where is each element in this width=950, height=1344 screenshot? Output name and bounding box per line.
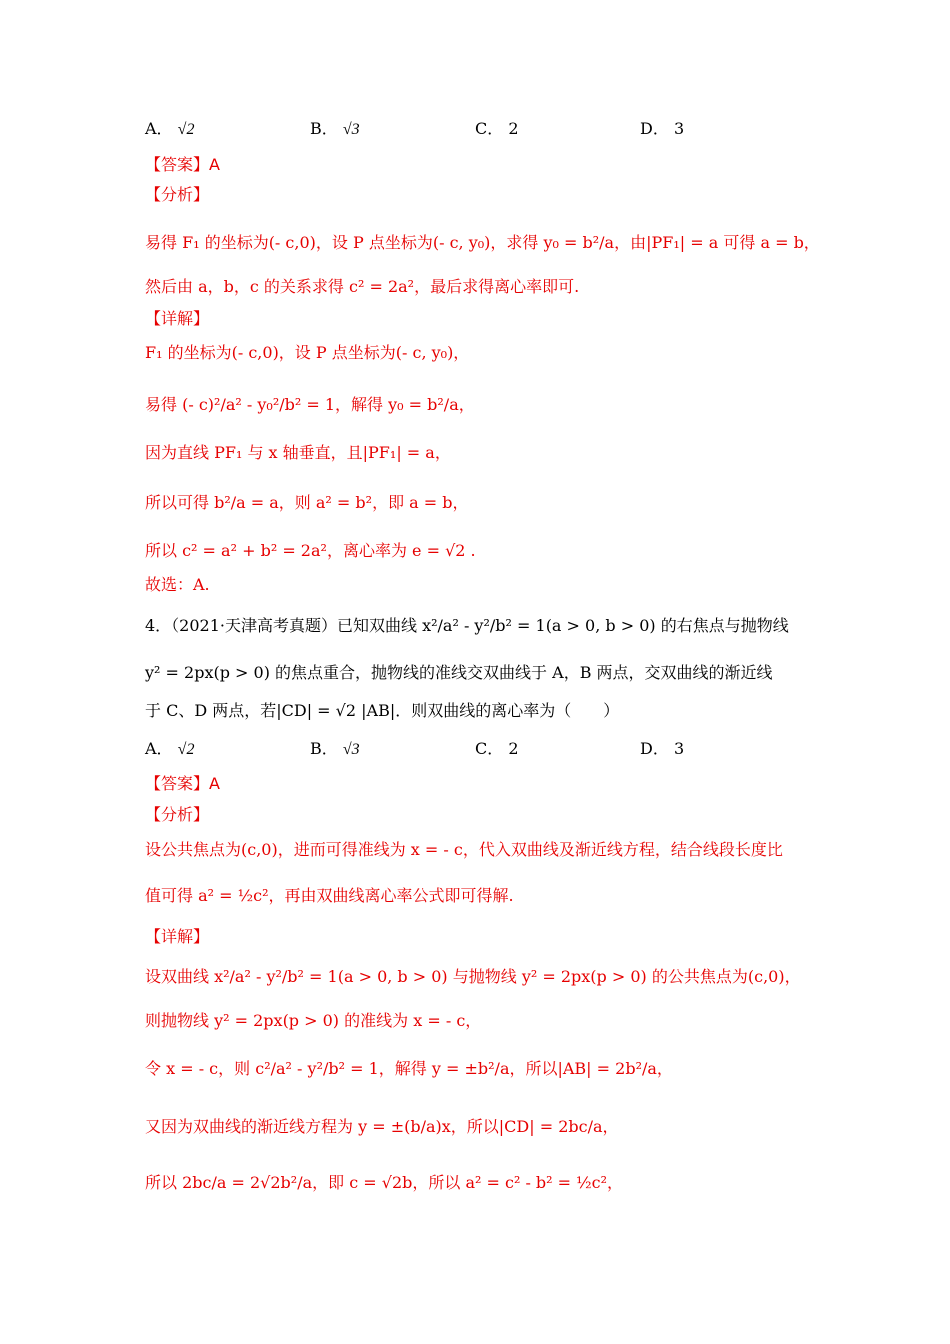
q3-analysis-line2: 然后由 a，b，c 的关系求得 c² = 2a²，最后求得离心率即可.: [145, 277, 580, 296]
q4-analysis-line1: 设公共焦点为(c,0)，进而可得准线为 x = - c，代入双曲线及渐近线方程，结合线段长度比: [145, 840, 783, 859]
q4-option-d: D． 3: [640, 739, 685, 758]
q4-option-b: B． √3: [310, 739, 360, 758]
q3-detail-line: 所以可得 b²/a = a，则 a² = b²，即 a = b，: [145, 493, 469, 512]
q3-detail-line: 所以 c² = a² + b² = 2a²，离心率为 e = √2 .: [145, 541, 476, 560]
q4-stem-line3: 于 C、D 两点，若|CD| = √2 |AB|．则双曲线的离心率为（ ）: [145, 701, 620, 720]
q4-detail-line: 则抛物线 y² = 2px(p > 0) 的准线为 x = - c，: [145, 1011, 482, 1030]
q4-option-a: A． √2: [145, 739, 195, 758]
q4-option-c: C． 2: [475, 739, 519, 758]
q4-analysis-line2: 值可得 a² = ½c²，再由双曲线离心率公式即可得解.: [145, 886, 514, 905]
q4-stem-line1: 4．（2021·天津高考真题）已知双曲线 x²/a² - y²/b² = 1(a > 0, b > 0) 的右焦点与抛物线: [145, 616, 789, 635]
q3-detail-line: 因为直线 PF₁ 与 x 轴垂直，且|PF₁| = a，: [145, 443, 451, 462]
q3-detail-title: 【详解】: [145, 309, 210, 328]
q3-detail-line: 故选：A.: [145, 575, 210, 594]
q3-option-a: A． √2: [145, 119, 195, 138]
q4-answer: 【答案】A: [145, 774, 220, 793]
q3-detail-line: F₁ 的坐标为(- c,0)，设 P 点坐标为(- c, y₀)，: [145, 343, 470, 362]
q3-option-d: D． 3: [640, 119, 685, 138]
q4-detail-title: 【详解】: [145, 927, 210, 946]
q3-answer: 【答案】A: [145, 155, 220, 174]
q3-analysis-line1: 易得 F₁ 的坐标为(- c,0)，设 P 点坐标为(- c, y₀)，求得 y₀ = b²/a，由|PF₁| = a 可得 a = b，: [145, 233, 820, 252]
q4-stem-line2: y² = 2px(p > 0) 的焦点重合，抛物线的准线交双曲线于 A，B 两点，交双曲线的渐近线: [145, 663, 773, 682]
q3-option-c: C． 2: [475, 119, 519, 138]
q3-analysis-title: 【分析】: [145, 185, 210, 204]
q4-detail-line: 设双曲线 x²/a² - y²/b² = 1(a > 0, b > 0) 与抛物线 y² = 2px(p > 0) 的公共焦点为(c,0)，: [145, 967, 801, 986]
q4-detail-line: 所以 2bc/a = 2√2b²/a，即 c = √2b，所以 a² = c² - b² = ½c²，: [145, 1173, 624, 1192]
q3-option-b: B． √3: [310, 119, 360, 138]
q4-analysis-title: 【分析】: [145, 805, 210, 824]
q4-detail-line: 令 x = - c，则 c²/a² - y²/b² = 1，解得 y = ±b²/a，所以|AB| = 2b²/a，: [145, 1059, 673, 1078]
q4-detail-line: 又因为双曲线的渐近线方程为 y = ±(b/a)x，所以|CD| = 2bc/a，: [145, 1117, 619, 1136]
q3-detail-line: 易得 (- c)²/a² - y₀²/b² = 1，解得 y₀ = b²/a，: [145, 395, 475, 414]
